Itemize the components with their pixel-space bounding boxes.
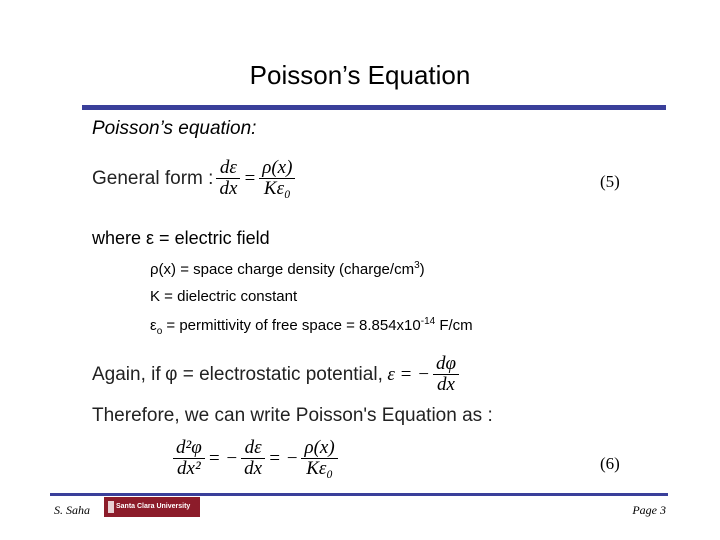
eq5-lhs-num: dε xyxy=(219,157,237,178)
def-eps0-unit: F/cm xyxy=(435,317,473,334)
eq6-a-den: dx² xyxy=(177,458,201,479)
general-form-label: General form : xyxy=(92,167,214,189)
equation-6 xyxy=(170,438,341,479)
eq5-rhs-num: ρ(x) xyxy=(262,157,293,178)
def-eps0-exp: -14 xyxy=(420,316,436,327)
intro-text: Poisson’s equation: xyxy=(92,118,257,139)
university-logo-mark xyxy=(108,501,114,513)
def-eps0-sub: o xyxy=(156,326,163,337)
eq6-frac-a xyxy=(173,438,205,479)
title-divider xyxy=(82,105,666,110)
therefore-line: Therefore, we can write Poisson's Equation as : xyxy=(92,405,493,426)
university-logo: Santa Clara University xyxy=(104,497,200,517)
again-frac-num: dφ xyxy=(435,353,456,374)
page-number: Page 3 xyxy=(632,503,666,517)
eq6-frac-b xyxy=(241,438,265,479)
def-rho-end: ) xyxy=(419,261,425,278)
eq6-b-num: dε xyxy=(244,437,262,458)
eq5-lhs-fraction xyxy=(216,158,240,199)
eq6-c-num: ρ(x) xyxy=(304,437,335,458)
again-expression: φ = electrostatic potential, xyxy=(165,363,383,385)
def-rho-text: ρ(x) = space charge density (charge/cm xyxy=(150,261,415,278)
def-rho-sup: 3 xyxy=(414,260,420,271)
equation-5 xyxy=(92,158,298,199)
eq6-b-den: dx xyxy=(244,458,263,479)
def-eps0-text: = permittivity of free space = 8.854x10 xyxy=(162,317,421,334)
footer-divider xyxy=(50,493,668,496)
where-line: where ε = electric field xyxy=(92,228,270,248)
eq6-mid: = − xyxy=(207,447,239,469)
slide-title: Poisson’s Equation xyxy=(249,60,471,90)
eq5-rhs-fraction xyxy=(259,158,295,199)
again-fraction xyxy=(433,354,459,395)
eq6-c-den: Kε₀ xyxy=(306,458,333,479)
equation-5-number: (5) xyxy=(600,172,620,191)
again-frac-den: dx xyxy=(436,374,455,395)
def-eps0-symbol: ε xyxy=(150,317,157,334)
eq5-rhs-den: Kε₀ xyxy=(263,178,291,199)
def-rho xyxy=(150,260,425,278)
def-eps0 xyxy=(150,316,473,337)
eq5-lhs-den: dx xyxy=(219,178,238,199)
eq6-mid2: = − xyxy=(268,447,299,469)
again-label: Again, if xyxy=(92,363,161,385)
again-line xyxy=(92,354,462,395)
eq6-frac-c xyxy=(301,438,337,479)
def-k: K = dielectric constant xyxy=(150,288,298,305)
again-epsilon: ε = − xyxy=(387,363,430,385)
eq5-equals: = xyxy=(243,167,257,189)
footer-author: S. Saha xyxy=(54,503,90,517)
eq6-a-num: d²φ xyxy=(176,437,202,458)
equation-6-number: (6) xyxy=(600,454,620,473)
